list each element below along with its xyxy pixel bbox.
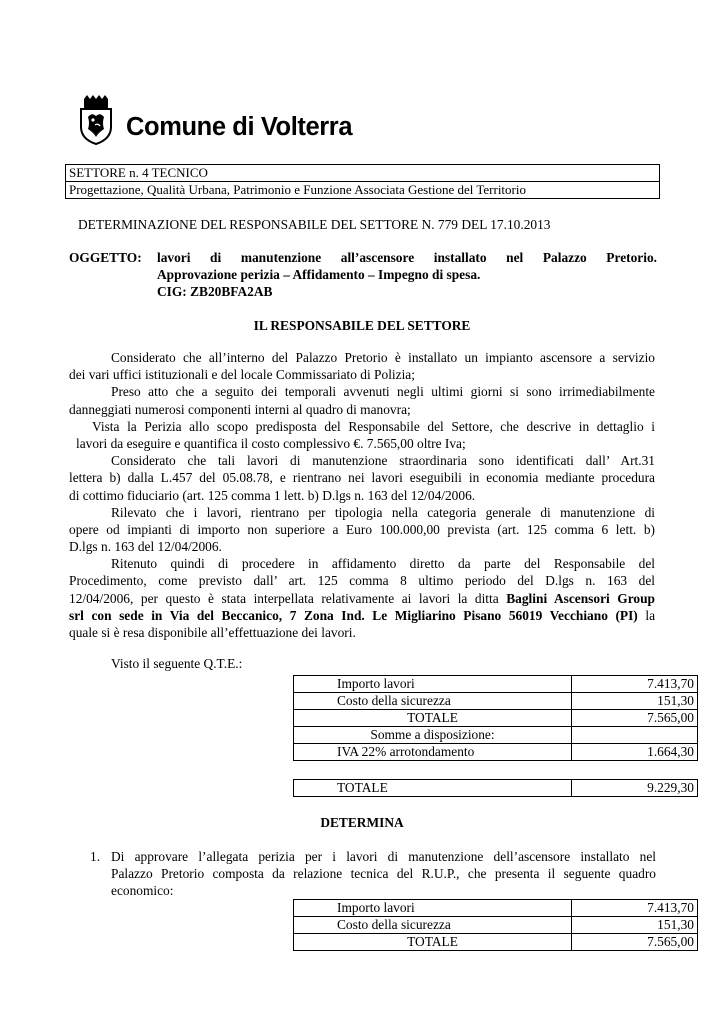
- paragraph-line: Rilevato che i lavori, rientrano per tipologia nella categoria generale di manutenzione di: [111, 504, 655, 520]
- paragraph-text: 12/04/2006, per questo è stata interpellata relativamente ai lavori la ditta: [69, 590, 507, 606]
- table-row: [294, 744, 698, 761]
- table-cell-label: Costo della sicurezza: [294, 917, 572, 934]
- table-row: [294, 710, 698, 727]
- paragraph-line: dei vari uffici istituzionali e del locale Commissariato di Polizia;: [69, 367, 415, 383]
- qte-table-2: [293, 899, 698, 951]
- qte-total-table: [293, 779, 698, 797]
- qte-table: [293, 675, 698, 761]
- sector-title: SETTORE n. 4 TECNICO: [69, 165, 208, 180]
- paragraph-line: di cottimo fiduciario (art. 125 comma 1 lett. b) D.lgs n. 163 del 12/04/2006.: [69, 487, 476, 503]
- subject-line-2: Approvazione perizia – Affidamento – Impegno di spesa.: [157, 267, 481, 282]
- table-cell-value: 7.413,70: [572, 900, 698, 917]
- paragraph-line: Preso atto che a seguito dei temporali avvenuti negli ultimi giorni si sono irrimediabilmente: [111, 384, 655, 400]
- paragraph-line: quale si è resa disponibile all’effettuazione dei lavori.: [69, 625, 356, 640]
- paragraph-text: la: [637, 607, 656, 623]
- determination-title: DETERMINAZIONE DEL RESPONSABILE DEL SETTORE N. 779 DEL 17.10.2013: [78, 217, 551, 232]
- table-row: [294, 934, 698, 951]
- table-cell-label: TOTALE: [294, 710, 572, 727]
- table-cell-value: 151,30: [572, 693, 698, 710]
- paragraph-line: opere od impianti di importo non superiore a Euro 100.000,00 prevista (art. 125 comma 6 lett. b): [69, 521, 655, 537]
- list-item-line: Palazzo Pretorio composta da relazione tecnica del R.U.P., che presenta il seguente quadro: [111, 866, 656, 882]
- table-row: [294, 676, 698, 693]
- table-row: [294, 727, 698, 744]
- table-cell-label: Importo lavori: [294, 676, 572, 693]
- table-cell-label: TOTALE: [294, 934, 572, 951]
- company-address: srl con sede in Via del Beccanico, 7 Zona Ind. Le Migliarino Pisano 56019 Vecchiano (PI): [69, 607, 638, 623]
- paragraph-line: Considerato che all’interno del Palazzo Pretorio è installato un impianto ascensore a servizio: [111, 350, 655, 365]
- responsible-heading: IL RESPONSABILE DEL SETTORE: [253, 318, 471, 333]
- table-cell-label: TOTALE: [294, 780, 572, 797]
- sector-description: Progettazione, Qualità Urbana, Patrimonio e Funzione Associata Gestione del Territorio: [66, 181, 659, 198]
- sector-box: [65, 164, 660, 199]
- table-cell-value: 1.664,30: [572, 744, 698, 761]
- subject-label: OGGETTO:: [69, 250, 142, 265]
- paragraph-line: [69, 608, 655, 625]
- table-cell-value: 151,30: [572, 917, 698, 934]
- table-cell-value: [572, 727, 698, 744]
- paragraph-line: D.lgs n. 163 del 12/04/2006.: [69, 539, 222, 555]
- table-cell-label: Somme a disposizione:: [294, 727, 572, 744]
- table-row: [294, 693, 698, 710]
- company-name: Baglini Ascensori Group: [506, 590, 655, 606]
- paragraph-line: danneggiati numerosi componenti interni al quadro di manovra;: [69, 401, 411, 417]
- paragraph-line: Vista la Perizia allo scopo predisposta del Responsabile del Settore, che descrive in dettaglio i: [92, 418, 655, 434]
- table-cell-label: Costo della sicurezza: [294, 693, 572, 710]
- volterra-coat-of-arms-icon: [78, 95, 114, 145]
- table-cell-value: 7.413,70: [572, 676, 698, 693]
- determina-heading: DETERMINA: [320, 815, 404, 830]
- paragraph-line: Ritenuto quindi di procedere in affidamento diretto da parte del Responsabile del: [111, 556, 655, 572]
- qte-intro: Visto il seguente Q.T.E.:: [111, 656, 243, 671]
- list-item-line: economico:: [111, 883, 174, 899]
- list-item-number: 1.: [90, 849, 101, 864]
- table-cell-value: 9.229,30: [572, 780, 698, 797]
- table-row: [294, 900, 698, 917]
- table-cell-value: 7.565,00: [572, 934, 698, 951]
- subject-line-1: lavori di manutenzione all’ascensore installato nel Palazzo Pretorio.: [157, 250, 657, 265]
- paragraph-line: Procedimento, come previsto dall’ art. 125 comma 8 ultimo periodo del D.lgs n. 163 del: [69, 573, 655, 589]
- list-item-line: Di approvare l’allegata perizia per i lavori di manutenzione dell’ascensore installato nel: [111, 849, 656, 864]
- paragraph-line: lettera b) dalla L.457 del 05.08.78, e rientrano nei lavori eseguibili in economia mediante procedura: [69, 470, 655, 486]
- body-paragraphs: [69, 350, 655, 642]
- table-row: [294, 780, 698, 797]
- municipality-name: Comune di Volterra: [126, 113, 353, 141]
- table-cell-label: Importo lavori: [294, 900, 572, 917]
- table-row: [294, 917, 698, 934]
- paragraph-line: Considerato che tali lavori di manutenzione straordinaria sono identificati dall’ Art.31: [111, 453, 655, 469]
- paragraph-line: [69, 591, 655, 608]
- table-cell-value: 7.565,00: [572, 710, 698, 727]
- subject-cig: CIG: ZB20BFA2AB: [157, 284, 273, 299]
- list-item: [111, 849, 656, 901]
- table-cell-label: IVA 22% arrotondamento: [294, 744, 572, 761]
- paragraph-line: lavori da eseguire e quantifica il costo complessivo €. 7.565,00 oltre Iva;: [76, 435, 466, 451]
